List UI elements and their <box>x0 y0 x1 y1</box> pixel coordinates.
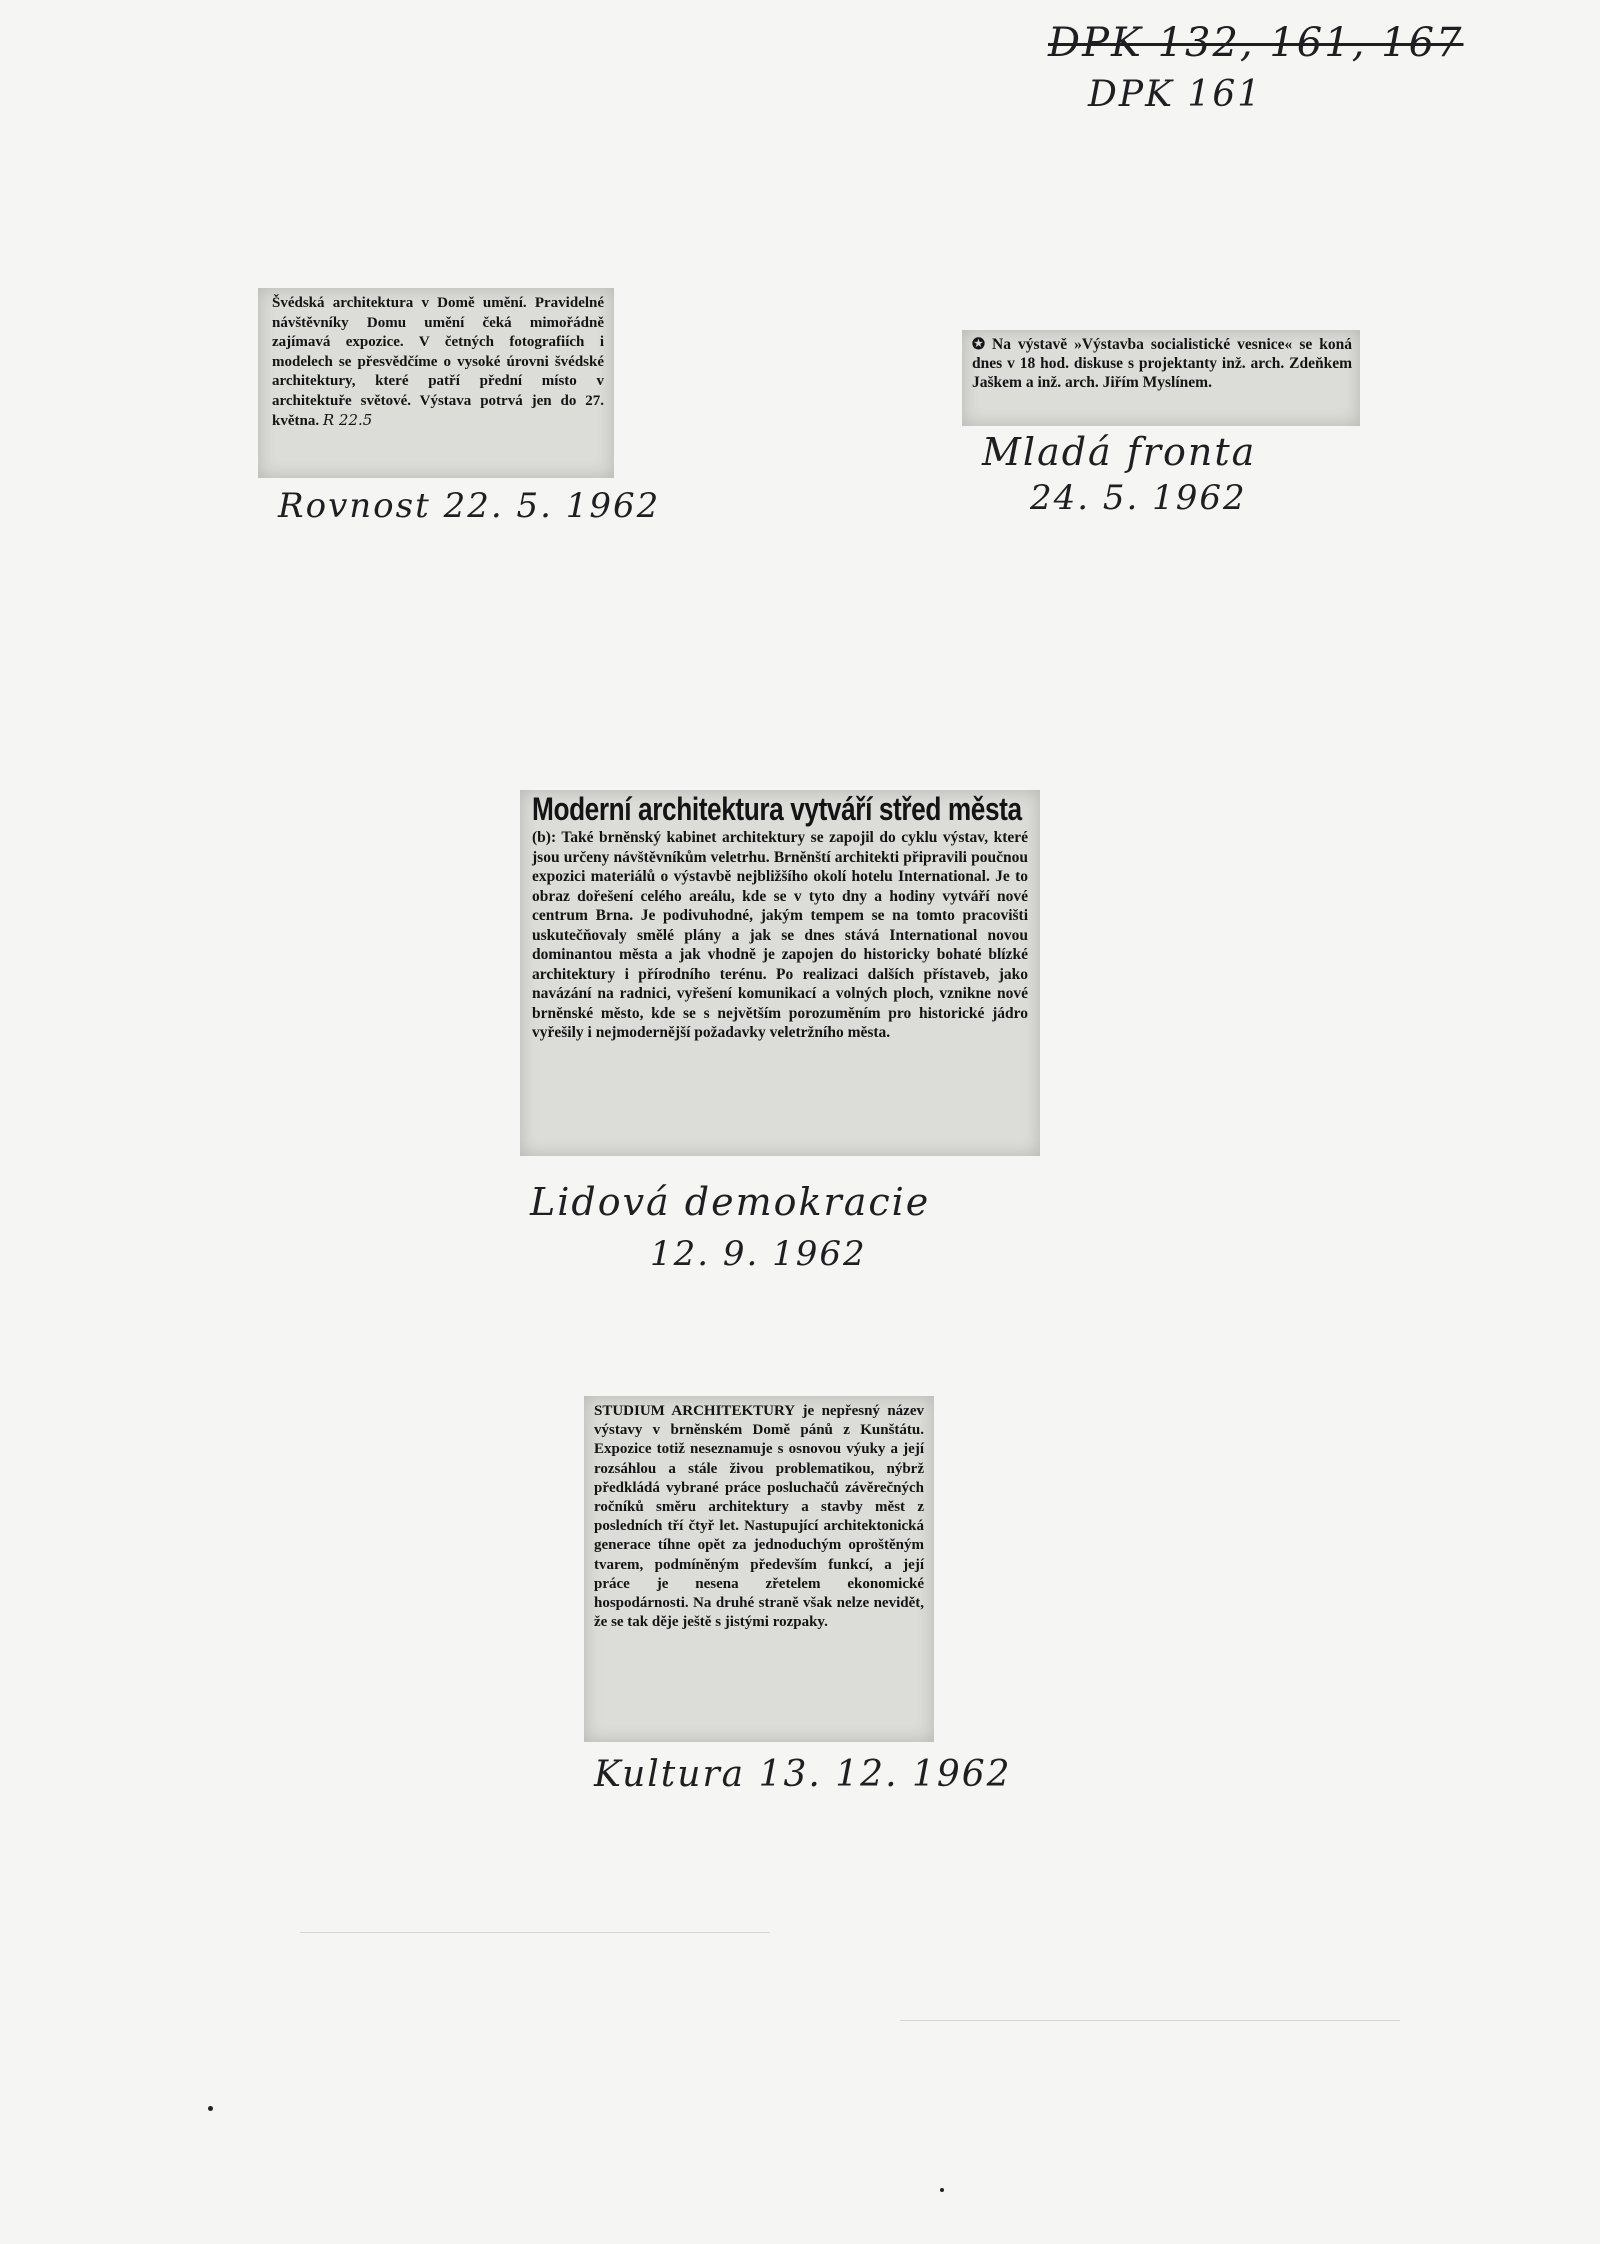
clipping-body: je nepřesný název výstavy v brněnském Domě pánů z Kunštátu. Expozice totiž neseznamuje s osnovou výuky a její rozsáhlou a stále živou problematikou, nýbrž předkládá vybrané práce posluchačů závěrečných ročníků směru architektury a stavby měst z posledních tří čtyř let. Nastupující architektonická generace tíhne opět za jednoduchým oproštěným tvarem, podmíněným především funkcí, a její práce je nesena zřetelem ekonomické hospodárnosti. Na druhé straně však nelze nevidět, že se tak děje ještě s jistými rozpaky. <box>594 1403 924 1631</box>
scan-artifact-dot <box>208 2106 213 2111</box>
source-annotation: Kultura 13. 12. 1962 <box>594 1754 1012 1795</box>
source-annotation-name: Mladá fronta <box>982 430 1257 474</box>
clipping-text <box>972 335 1352 392</box>
clipping-body: se koná dnes v 18 hod. diskuse s projektanty inž. arch. Zdeňkem Jaškem a inž. arch. Jiřím Myslínem. <box>972 336 1353 391</box>
source-annotation-name: Lidová demokracie <box>530 1180 931 1224</box>
scan-artifact-line <box>300 1932 770 1933</box>
clipping-lead: Švédská architektura v Domě umění. <box>272 295 527 311</box>
source-annotation-date: 12. 9. 1962 <box>650 1234 867 1274</box>
clipping-swedish-architecture <box>258 288 614 478</box>
reference-number: DPK 161 <box>1088 74 1263 115</box>
clipping-body: Pravidelné návštěvníky Domu umění čeká mimořádně zajímavá expozice. V četných fotografiích i modelech se přesvědčíme o vysoké úrovni švédské architektury, které patří přední místo v architektuře světové. Výstava potrvá jen do 27. května. <box>272 295 605 429</box>
clipping-lead: ✪ Na výstavě »Výstavba socialistické vesnice« <box>972 336 1293 353</box>
source-annotation-date: 24. 5. 1962 <box>1030 478 1247 518</box>
clipping-text <box>272 294 604 432</box>
clipping-lead: STUDIUM ARCHITEKTURY <box>594 1403 796 1419</box>
clipping-text <box>594 1402 924 1632</box>
source-annotation: Rovnost 22. 5. 1962 <box>278 486 661 526</box>
clipping-socialist-village <box>962 330 1360 426</box>
scan-artifact-dot <box>940 2188 944 2192</box>
clipping-architecture-study <box>584 1396 934 1742</box>
scan-artifact-line <box>900 2020 1400 2021</box>
clipping-modern-architecture <box>520 790 1040 1156</box>
handwritten-mark: R 22.5 <box>322 411 373 429</box>
clipping-headline: Moderní architektura vytváří střed města <box>532 791 1022 827</box>
reference-crossed-out: DPK 132, 161, 167 <box>1048 20 1464 66</box>
clipping-body: (b): Také brněnský kabinet architektury se zapojil do cyklu výstav, které jsou určeny návštěvníkům veletrhu. Brněnští architekti připravili poučnou expozici materiálů o výstavbě nejbližšího okolí hotelu International. Je to obraz dořešení celého areálu, kde se v tyto dny a hodiny vytváří nové centrum Brna. Je podivuhodné, jakým tempem se na tomto pracovišti uskutečňovaly smělé plány a jak se dnes stává International novou dominantou města a jak vhodně je zapojen do historicky bohaté blízké architektury i přírodního terénu. Po realizaci dalších přístaveb, jako navázání na radnici, vyřešení komunikací a volných ploch, vznikne nové brněnské město, kde se s největším porozuměním pro historické jádro vyřešily i nejmodernější požadavky veletržního města. <box>532 829 1028 1041</box>
